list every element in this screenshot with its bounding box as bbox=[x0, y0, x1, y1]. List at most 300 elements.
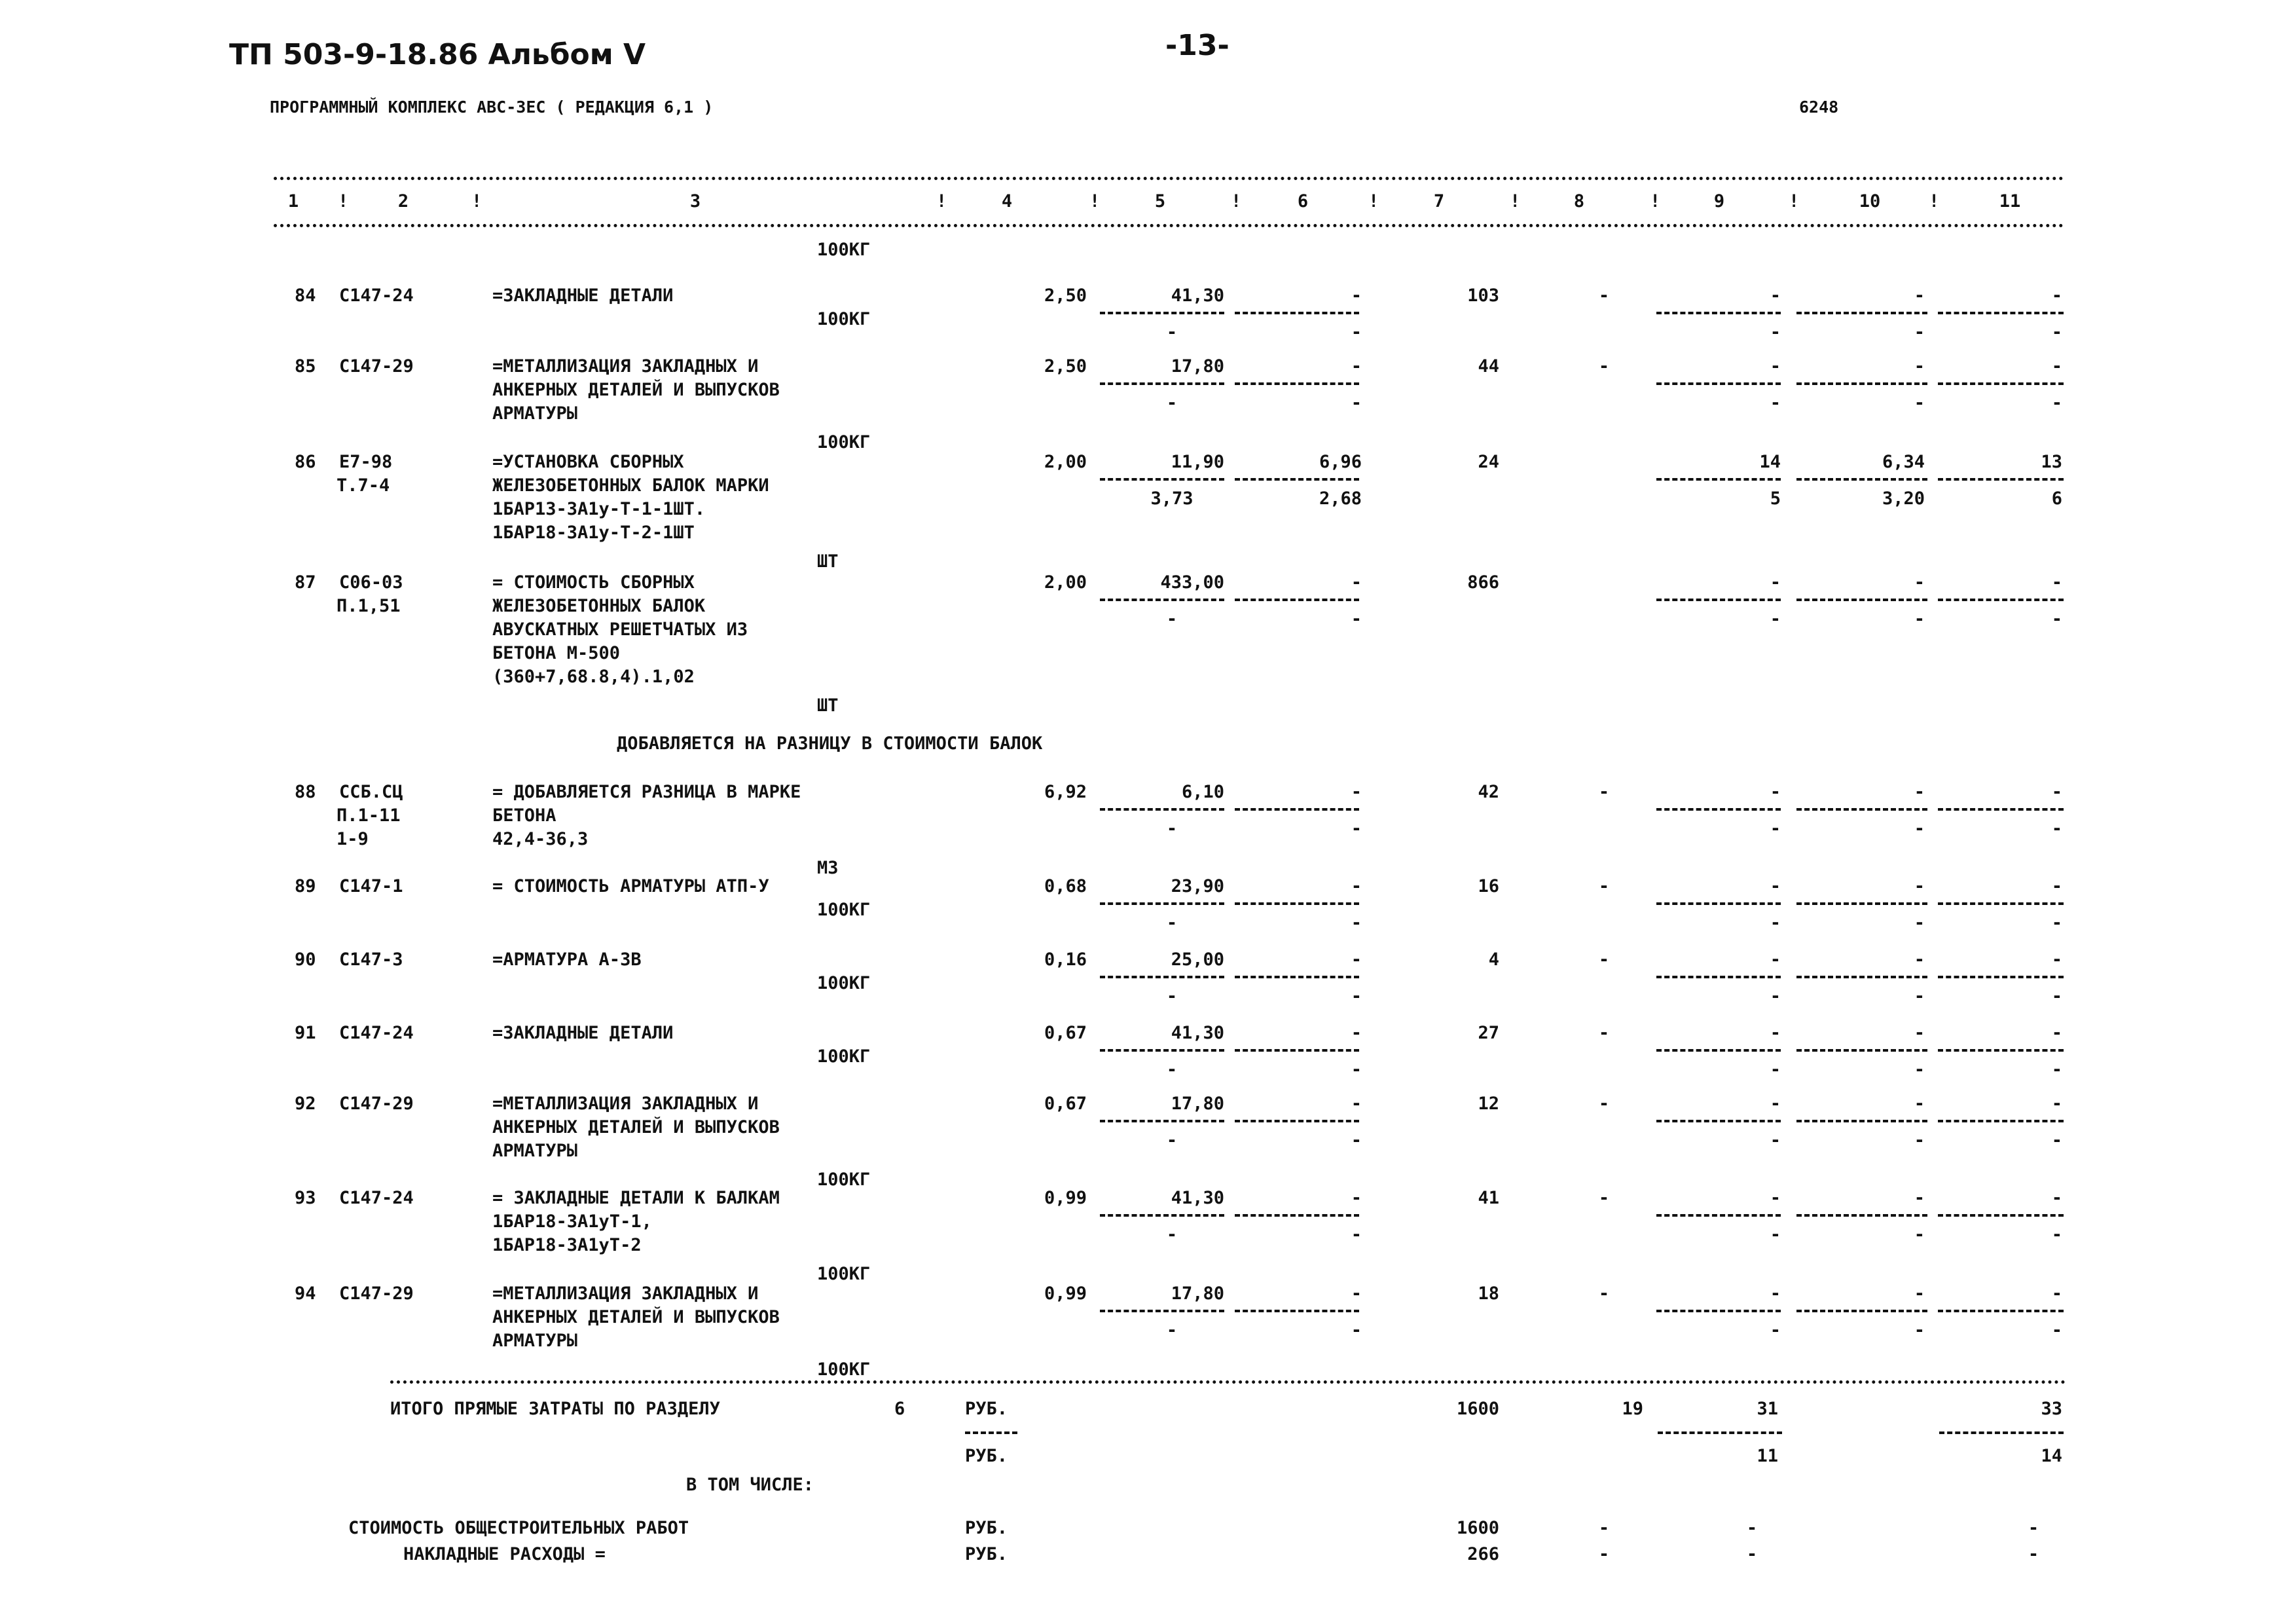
row-c11-rule bbox=[1938, 1310, 2064, 1312]
totals-unit-2: РУБ. bbox=[965, 1446, 1008, 1466]
row-price: 17,80 bbox=[1171, 1094, 1224, 1114]
row-description: =АРМАТУРА А-3В bbox=[492, 950, 642, 970]
row-c7: 18 bbox=[1478, 1283, 1499, 1304]
row-c10-b: 3,20 bbox=[1882, 489, 1925, 509]
row-c6-b: - bbox=[1351, 986, 1362, 1006]
column-header-5: 5 bbox=[1154, 191, 1166, 212]
row-c6-rule bbox=[1235, 808, 1359, 811]
column-separator: ! bbox=[1089, 191, 1101, 212]
column-separator: ! bbox=[1789, 191, 1800, 212]
row-code: С147-3 bbox=[339, 950, 403, 970]
row-c8: - bbox=[1598, 876, 1610, 896]
row-c6-b: - bbox=[1351, 1060, 1362, 1080]
row-c10-rule bbox=[1796, 599, 1927, 601]
row-c10-rule bbox=[1796, 902, 1927, 905]
row-c11-b: - bbox=[2051, 986, 2062, 1006]
row-number: 84 bbox=[295, 286, 316, 306]
row-c6: - bbox=[1351, 1188, 1362, 1208]
row-c11-rule bbox=[1938, 1049, 2064, 1052]
row-c9: - bbox=[1770, 782, 1781, 802]
row-quantity: 2,00 bbox=[1044, 572, 1087, 593]
row-code: П.1,51 bbox=[337, 596, 401, 616]
row-description: =ЗАКЛАДНЫЕ ДЕТАЛИ bbox=[492, 1023, 674, 1043]
row-unit: ШТ bbox=[817, 551, 839, 572]
row-description: =МЕТАЛЛИЗАЦИЯ ЗАКЛАДНЫХ И bbox=[492, 1283, 759, 1304]
row-number: 85 bbox=[295, 356, 316, 377]
row-description: АВУСКАТНЫХ РЕШЕТЧАТЫХ ИЗ bbox=[492, 619, 748, 640]
row-description: = СТОИМОСТЬ СБОРНЫХ bbox=[492, 572, 695, 593]
row-c6-rule bbox=[1235, 1120, 1359, 1122]
row-unit: 100КГ bbox=[817, 1046, 871, 1067]
totals-c11b: 14 bbox=[2041, 1446, 2062, 1466]
row-code: С147-29 bbox=[339, 1094, 414, 1114]
row-price-rule bbox=[1100, 1310, 1224, 1312]
row-c6-b: - bbox=[1351, 1130, 1362, 1151]
row-price-b: - bbox=[1166, 1130, 1178, 1151]
row-c6-rule bbox=[1235, 312, 1359, 314]
row-price: 41,30 bbox=[1171, 1188, 1224, 1208]
row-c8: - bbox=[1598, 1188, 1610, 1208]
row-c6-b: - bbox=[1351, 819, 1362, 839]
row-c6-b: - bbox=[1351, 393, 1362, 413]
row-c6: - bbox=[1351, 876, 1362, 896]
totals-c8: 19 bbox=[1622, 1399, 1643, 1419]
row-c6-b: - bbox=[1351, 913, 1362, 933]
row-c9-rule bbox=[1656, 976, 1781, 978]
page-number: -13- bbox=[1165, 29, 1230, 62]
row-price-rule bbox=[1100, 808, 1224, 811]
row-quantity: 6,92 bbox=[1044, 782, 1087, 802]
totals-unit: РУБ. bbox=[965, 1399, 1008, 1419]
row-c11: - bbox=[2051, 1188, 2062, 1208]
row-c8: - bbox=[1598, 782, 1610, 802]
row-price-rule bbox=[1100, 382, 1224, 385]
column-separator: ! bbox=[936, 191, 947, 212]
row-c11: - bbox=[2051, 572, 2062, 593]
row-quantity: 0,68 bbox=[1044, 876, 1087, 896]
row-c10-rule bbox=[1796, 1214, 1927, 1217]
row-description: = ДОБАВЛЯЕТСЯ РАЗНИЦА В МАРКЕ bbox=[492, 782, 801, 802]
row-c9-rule bbox=[1656, 808, 1781, 811]
totals-c9b: 11 bbox=[1757, 1446, 1778, 1466]
table-top-rule bbox=[274, 177, 2064, 180]
row-c6-rule bbox=[1235, 976, 1359, 978]
row-c6-b: 2,68 bbox=[1319, 489, 1362, 509]
row-c10-b: - bbox=[1914, 1060, 1925, 1080]
row-unit: 100КГ bbox=[817, 1170, 871, 1190]
summary-c9: - bbox=[1746, 1544, 1758, 1564]
row-c10-b: - bbox=[1914, 986, 1925, 1006]
summary-c9: - bbox=[1746, 1518, 1758, 1538]
totals-c9: 31 bbox=[1757, 1399, 1778, 1419]
column-separator: ! bbox=[1510, 191, 1521, 212]
row-code: С147-24 bbox=[339, 1023, 414, 1043]
row-quantity: 2,50 bbox=[1044, 286, 1087, 306]
row-c6: - bbox=[1351, 782, 1362, 802]
row-c10: - bbox=[1914, 286, 1925, 306]
summary-unit: РУБ. bbox=[965, 1518, 1008, 1538]
row-code: Т.7-4 bbox=[337, 475, 390, 496]
row-price-rule bbox=[1100, 976, 1224, 978]
column-header-1: 1 bbox=[287, 191, 299, 212]
row-code: С147-24 bbox=[339, 286, 414, 306]
row-c11-b: - bbox=[2051, 393, 2062, 413]
row-c10-rule bbox=[1796, 1310, 1927, 1312]
row-c9: - bbox=[1770, 1023, 1781, 1043]
row-c6-b: - bbox=[1351, 322, 1362, 342]
row-c7: 42 bbox=[1478, 782, 1499, 802]
row-c11-b: - bbox=[2051, 1320, 2062, 1340]
row-code: С147-29 bbox=[339, 1283, 414, 1304]
row-price-b: - bbox=[1166, 609, 1178, 629]
row-c7: 41 bbox=[1478, 1188, 1499, 1208]
row-price-rule bbox=[1100, 1049, 1224, 1052]
row-description: ЖЕЛЕЗОБЕТОННЫХ БАЛОК МАРКИ bbox=[492, 475, 769, 496]
column-separator: ! bbox=[1929, 191, 1940, 212]
row-c7: 103 bbox=[1467, 286, 1499, 306]
column-header-6: 6 bbox=[1297, 191, 1309, 212]
row-price: 17,80 bbox=[1171, 356, 1224, 377]
row-c6: - bbox=[1351, 356, 1362, 377]
row-c9: - bbox=[1770, 1094, 1781, 1114]
column-separator: ! bbox=[1231, 191, 1242, 212]
row-c10-rule bbox=[1796, 1049, 1927, 1052]
row-unit: 100КГ bbox=[817, 432, 871, 452]
row-c6-b: - bbox=[1351, 1225, 1362, 1245]
row-c11-rule bbox=[1938, 902, 2064, 905]
row-c8: - bbox=[1598, 356, 1610, 377]
row-number: 91 bbox=[295, 1023, 316, 1043]
column-separator: ! bbox=[338, 191, 349, 212]
row-code: П.1-11 bbox=[337, 805, 401, 826]
totals-c11: 33 bbox=[2041, 1399, 2062, 1419]
row-description: АРМАТУРЫ bbox=[492, 403, 578, 424]
row-c10: - bbox=[1914, 782, 1925, 802]
row-number: 93 bbox=[295, 1188, 316, 1208]
row-c7: 24 bbox=[1478, 452, 1499, 472]
row-c6: - bbox=[1351, 950, 1362, 970]
row-c11: - bbox=[2051, 1283, 2062, 1304]
document-title: ТП 503-9-18.86 Альбом V bbox=[229, 38, 646, 71]
row-code: С147-24 bbox=[339, 1188, 414, 1208]
row-unit: 100КГ bbox=[817, 1359, 871, 1380]
row-c6-b: - bbox=[1351, 609, 1362, 629]
row-c10: - bbox=[1914, 876, 1925, 896]
summary-c11: - bbox=[2028, 1518, 2039, 1538]
row-c11-rule bbox=[1938, 1120, 2064, 1122]
row-code: 1-9 bbox=[337, 829, 369, 849]
row-c6-rule bbox=[1235, 1310, 1359, 1312]
row-c7: 12 bbox=[1478, 1094, 1499, 1114]
row-c11: - bbox=[2051, 1023, 2062, 1043]
row-c9-b: - bbox=[1770, 986, 1781, 1006]
column-header-rule bbox=[274, 224, 2064, 227]
totals-unit-rule bbox=[965, 1431, 1017, 1434]
row-c9-b: - bbox=[1770, 1130, 1781, 1151]
row-c9-rule bbox=[1656, 1310, 1781, 1312]
row-c10-b: - bbox=[1914, 609, 1925, 629]
row-c10: - bbox=[1914, 950, 1925, 970]
row-description: АНКЕРНЫХ ДЕТАЛЕЙ И ВЫПУСКОВ bbox=[492, 1307, 780, 1327]
row-description: АРМАТУРЫ bbox=[492, 1331, 578, 1351]
row-unit: 100КГ bbox=[817, 973, 871, 993]
row-quantity: 0,67 bbox=[1044, 1094, 1087, 1114]
row-c10-rule bbox=[1796, 976, 1927, 978]
totals-c11-rule bbox=[1939, 1431, 2064, 1434]
row-c9: 14 bbox=[1759, 452, 1781, 472]
row-price-rule bbox=[1100, 1120, 1224, 1122]
row-c9: - bbox=[1770, 1188, 1781, 1208]
column-header-3: 3 bbox=[689, 191, 701, 212]
row-quantity: 2,00 bbox=[1044, 452, 1087, 472]
row-description: =МЕТАЛЛИЗАЦИЯ ЗАКЛАДНЫХ И bbox=[492, 1094, 759, 1114]
row-description: АРМАТУРЫ bbox=[492, 1141, 578, 1161]
row-c11-rule bbox=[1938, 976, 2064, 978]
row-c10: - bbox=[1914, 1023, 1925, 1043]
row-description: АНКЕРНЫХ ДЕТАЛЕЙ И ВЫПУСКОВ bbox=[492, 380, 780, 400]
column-header-7: 7 bbox=[1433, 191, 1445, 212]
row-c6: - bbox=[1351, 572, 1362, 593]
row-c11-b: - bbox=[2051, 913, 2062, 933]
row-c10: - bbox=[1914, 356, 1925, 377]
row-c6-rule bbox=[1235, 599, 1359, 601]
row-price-b: - bbox=[1166, 1225, 1178, 1245]
row-c11-rule bbox=[1938, 599, 2064, 601]
row-c9: - bbox=[1770, 876, 1781, 896]
summary-c8: - bbox=[1598, 1518, 1610, 1538]
row-c9-b: - bbox=[1770, 1225, 1781, 1245]
row-number: 88 bbox=[295, 782, 316, 802]
row-price: 11,90 bbox=[1171, 452, 1224, 472]
row-c10: 6,34 bbox=[1882, 452, 1925, 472]
row-c8: - bbox=[1598, 1283, 1610, 1304]
row-c10-rule bbox=[1796, 382, 1927, 385]
row-c10-rule bbox=[1796, 478, 1927, 481]
row-price-b: 3,73 bbox=[1150, 489, 1194, 509]
summary-c8: - bbox=[1598, 1544, 1610, 1564]
section-note: ДОБАВЛЯЕТСЯ НА РАЗНИЦУ В СТОИМОСТИ БАЛОК bbox=[617, 733, 1043, 754]
including-label: В ТОМ ЧИСЛЕ: bbox=[686, 1475, 814, 1495]
column-header-2: 2 bbox=[397, 191, 409, 212]
row-c6: 6,96 bbox=[1319, 452, 1362, 472]
row-quantity: 0,99 bbox=[1044, 1188, 1087, 1208]
row-description: БЕТОНА bbox=[492, 805, 556, 826]
row-c10: - bbox=[1914, 1094, 1925, 1114]
row-c11-rule bbox=[1938, 478, 2064, 481]
row-price: 6,10 bbox=[1181, 782, 1224, 802]
row-c11-b: - bbox=[2051, 819, 2062, 839]
summary-c7: 266 bbox=[1467, 1544, 1499, 1564]
row-description: =УСТАНОВКА СБОРНЫХ bbox=[492, 452, 684, 472]
row-c7: 866 bbox=[1467, 572, 1499, 593]
row-c10-rule bbox=[1796, 312, 1927, 314]
summary-c11: - bbox=[2028, 1544, 2039, 1564]
row-c6: - bbox=[1351, 286, 1362, 306]
column-separator: ! bbox=[1650, 191, 1661, 212]
row-c6-b: - bbox=[1351, 1320, 1362, 1340]
row-code: С147-29 bbox=[339, 356, 414, 377]
summary-label: СТОИМОСТЬ ОБЩЕСТРОИТЕЛЬНЫХ РАБОТ bbox=[348, 1518, 689, 1538]
row-c9-rule bbox=[1656, 599, 1781, 601]
row-price: 25,00 bbox=[1171, 950, 1224, 970]
row-c10-rule bbox=[1796, 808, 1927, 811]
row-c11-b: - bbox=[2051, 1060, 2062, 1080]
row-description: = ЗАКЛАДНЫЕ ДЕТАЛИ К БАЛКАМ bbox=[492, 1188, 780, 1208]
row-description: БЕТОНА М-500 bbox=[492, 643, 621, 663]
document-code: 6248 bbox=[1799, 98, 1839, 117]
row-c9-b: - bbox=[1770, 913, 1781, 933]
totals-section: 6 bbox=[894, 1399, 905, 1419]
row-description: 1БАР18-3А1у-Т-2-1ШТ bbox=[492, 523, 695, 543]
row-code: ССБ.СЦ bbox=[339, 782, 403, 802]
row-c9: - bbox=[1770, 286, 1781, 306]
row-c9-b: - bbox=[1770, 393, 1781, 413]
row-c11: - bbox=[2051, 782, 2062, 802]
row-c8: - bbox=[1598, 950, 1610, 970]
row-c11: - bbox=[2051, 876, 2062, 896]
row-number: 87 bbox=[295, 572, 316, 593]
totals-c9-rule bbox=[1658, 1431, 1782, 1434]
row-c11-rule bbox=[1938, 1214, 2064, 1217]
row-c9-rule bbox=[1656, 1120, 1781, 1122]
row-c9: - bbox=[1770, 1283, 1781, 1304]
row-c11-rule bbox=[1938, 808, 2064, 811]
row-price: 23,90 bbox=[1171, 876, 1224, 896]
row-description: = СТОИМОСТЬ АРМАТУРЫ АТП-У bbox=[492, 876, 769, 896]
row-price-rule bbox=[1100, 478, 1224, 481]
row-c9-rule bbox=[1656, 382, 1781, 385]
row-price-rule bbox=[1100, 1214, 1224, 1217]
row-c11: - bbox=[2051, 286, 2062, 306]
row-c9: - bbox=[1770, 572, 1781, 593]
row-c9-rule bbox=[1656, 312, 1781, 314]
row-c8: - bbox=[1598, 1023, 1610, 1043]
row-c9-b: - bbox=[1770, 1060, 1781, 1080]
row-number: 92 bbox=[295, 1094, 316, 1114]
row-c6: - bbox=[1351, 1023, 1362, 1043]
row-c9: - bbox=[1770, 950, 1781, 970]
row-c6-rule bbox=[1235, 382, 1359, 385]
column-separator: ! bbox=[471, 191, 483, 212]
row-price-b: - bbox=[1166, 986, 1178, 1006]
row-c9-b: - bbox=[1770, 1320, 1781, 1340]
row-c7: 27 bbox=[1478, 1023, 1499, 1043]
row-c6-rule bbox=[1235, 1049, 1359, 1052]
row-c10-b: - bbox=[1914, 1320, 1925, 1340]
row-c11-b: - bbox=[2051, 609, 2062, 629]
row-c6-rule bbox=[1235, 478, 1359, 481]
row-quantity: 0,16 bbox=[1044, 950, 1087, 970]
row-c10-b: - bbox=[1914, 1130, 1925, 1151]
totals-rule bbox=[390, 1380, 2066, 1384]
row-c10: - bbox=[1914, 1188, 1925, 1208]
row-description: ЖЕЛЕЗОБЕТОННЫХ БАЛОК bbox=[492, 596, 706, 616]
column-header-4: 4 bbox=[1001, 191, 1013, 212]
row-c10-b: - bbox=[1914, 1225, 1925, 1245]
column-header-10: 10 bbox=[1859, 191, 1881, 212]
program-name: ПРОГРАММНЫЙ КОМПЛЕКС АВС-ЗЕС ( РЕДАКЦИЯ 6,1 ) bbox=[270, 98, 714, 117]
row-price-b: - bbox=[1166, 819, 1178, 839]
totals-c7: 1600 bbox=[1456, 1399, 1499, 1419]
row-price: 433,00 bbox=[1160, 572, 1224, 593]
row-quantity: 0,67 bbox=[1044, 1023, 1087, 1043]
row-c10: - bbox=[1914, 572, 1925, 593]
row-c11-rule bbox=[1938, 382, 2064, 385]
row-c10-b: - bbox=[1914, 913, 1925, 933]
row-c10-b: - bbox=[1914, 393, 1925, 413]
row-price-b: - bbox=[1166, 1320, 1178, 1340]
row-c11-b: - bbox=[2051, 1130, 2062, 1151]
row-description: =ЗАКЛАДНЫЕ ДЕТАЛИ bbox=[492, 286, 674, 306]
row-number: 90 bbox=[295, 950, 316, 970]
row-code: Е7-98 bbox=[339, 452, 393, 472]
summary-c7: 1600 bbox=[1456, 1518, 1499, 1538]
column-header-8: 8 bbox=[1573, 191, 1585, 212]
row-c7: 44 bbox=[1478, 356, 1499, 377]
row-c7: 4 bbox=[1488, 950, 1499, 970]
row-number: 86 bbox=[295, 452, 316, 472]
row-quantity: 0,99 bbox=[1044, 1283, 1087, 1304]
row-c11-rule bbox=[1938, 312, 2064, 314]
row-c6: - bbox=[1351, 1094, 1362, 1114]
row-unit: 100КГ bbox=[817, 1264, 871, 1284]
row-price-rule bbox=[1100, 599, 1224, 601]
row-c9-b: - bbox=[1770, 819, 1781, 839]
row-unit: 100КГ bbox=[817, 900, 871, 920]
row-c11: - bbox=[2051, 1094, 2062, 1114]
row-c8: - bbox=[1598, 286, 1610, 306]
row-description: =МЕТАЛЛИЗАЦИЯ ЗАКЛАДНЫХ И bbox=[492, 356, 759, 377]
summary-unit: РУБ. bbox=[965, 1544, 1008, 1564]
row-c6: - bbox=[1351, 1283, 1362, 1304]
column-separator: ! bbox=[1368, 191, 1379, 212]
row-c9-rule bbox=[1656, 1214, 1781, 1217]
row-description: 1БАР18-3А1уТ-2 bbox=[492, 1235, 642, 1255]
row-price-rule bbox=[1100, 312, 1224, 314]
row-c10-b: - bbox=[1914, 819, 1925, 839]
row-description: (360+7,68.8,4).1,02 bbox=[492, 667, 695, 687]
row-quantity: 2,50 bbox=[1044, 356, 1087, 377]
row-number: 89 bbox=[295, 876, 316, 896]
column-header-9: 9 bbox=[1713, 191, 1725, 212]
row-price: 41,30 bbox=[1171, 1023, 1224, 1043]
row-unit: ШТ bbox=[817, 695, 839, 716]
row-c11-b: - bbox=[2051, 322, 2062, 342]
row-price-rule bbox=[1100, 902, 1224, 905]
row-c9: - bbox=[1770, 356, 1781, 377]
row-c11-b: - bbox=[2051, 1225, 2062, 1245]
row-number: 94 bbox=[295, 1283, 316, 1304]
top-unit: 100КГ bbox=[817, 240, 871, 260]
row-price-b: - bbox=[1166, 913, 1178, 933]
row-description: 1БАР13-3А1у-Т-1-1ШТ. bbox=[492, 499, 706, 519]
row-c8: - bbox=[1598, 1094, 1610, 1114]
row-price-b: - bbox=[1166, 393, 1178, 413]
row-c9-rule bbox=[1656, 478, 1781, 481]
row-c10-rule bbox=[1796, 1120, 1927, 1122]
row-c9-b: - bbox=[1770, 322, 1781, 342]
row-c11: - bbox=[2051, 950, 2062, 970]
row-price-b: - bbox=[1166, 1060, 1178, 1080]
row-c10: - bbox=[1914, 1283, 1925, 1304]
row-code: С06-03 bbox=[339, 572, 403, 593]
column-header-11: 11 bbox=[1999, 191, 2021, 212]
row-c11-b: 6 bbox=[2051, 489, 2062, 509]
row-c9-rule bbox=[1656, 1049, 1781, 1052]
row-code: С147-1 bbox=[339, 876, 403, 896]
row-description: 1БАР18-3А1уТ-1, bbox=[492, 1211, 652, 1232]
row-c10-b: - bbox=[1914, 322, 1925, 342]
